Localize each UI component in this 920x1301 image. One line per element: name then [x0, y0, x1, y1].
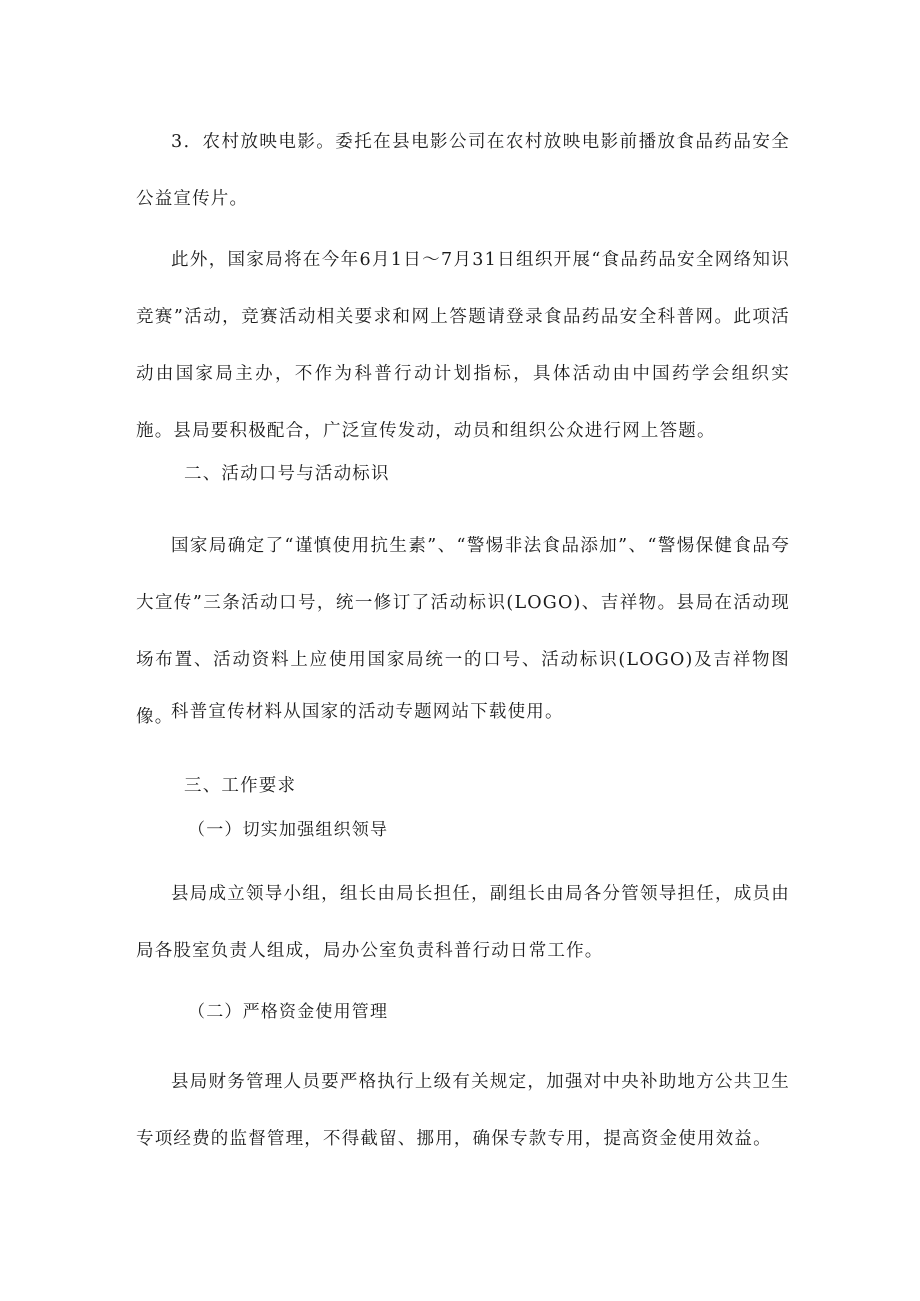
paragraph-fund-supervision: 县局财务管理人员要严格执行上级有关规定，加强对中央补助地方公共卫生专项经费的监督管理，不得截留、挪用，确保专款专用，提高资金使用效益。 [136, 1072, 790, 1149]
paragraph-leadership-group: 县局成立领导小组，组长由局长担任，副组长由局各分管领导担任，成员由局各股室负责人组成，局办公室负责科普行动日常工作。 [136, 884, 790, 961]
section-heading-requirements: 三、工作要求 [184, 776, 297, 796]
paragraph-online-quiz: 此外，国家局将在今年6月1日～7月31日组织开展“食品药品安全网络知识竞赛”活动，竞赛活动相关要求和网上答题请登录食品药品安全科普网。此项活动由国家局主办，不作为科普行动计划指标，具体活动由中国药学会组织实施。县局要积极配合，广泛宣传发动，动员和组织公众进行网上答题。 [136, 250, 790, 441]
subheading-organization-leadership: （一）切实加强组织领导 [188, 820, 389, 840]
paragraph-materials-download: 科普宣传材料从国家的活动专题网站下载使用。 [171, 702, 564, 722]
section-heading-slogans: 二、活动口号与活动标识 [184, 464, 390, 484]
paragraph-rural-film-screening: 3．农村放映电影。委托在县电影公司在农村放映电影前播放食品药品安全公益宣传片。 [136, 132, 790, 209]
paragraph-slogans-logo: 国家局确定了“谨慎使用抗生素”、“警惕非法食品添加”、“警惕保健食品夸大宣传”三条活动口号，统一修订了活动标识(LOGO)、吉祥物。县局在活动现场布置、活动资料上应使用国家局统一的口号、活动标识(LOGO)及吉祥物图像。 [136, 536, 790, 727]
subheading-fund-management: （二）严格资金使用管理 [188, 1002, 389, 1022]
